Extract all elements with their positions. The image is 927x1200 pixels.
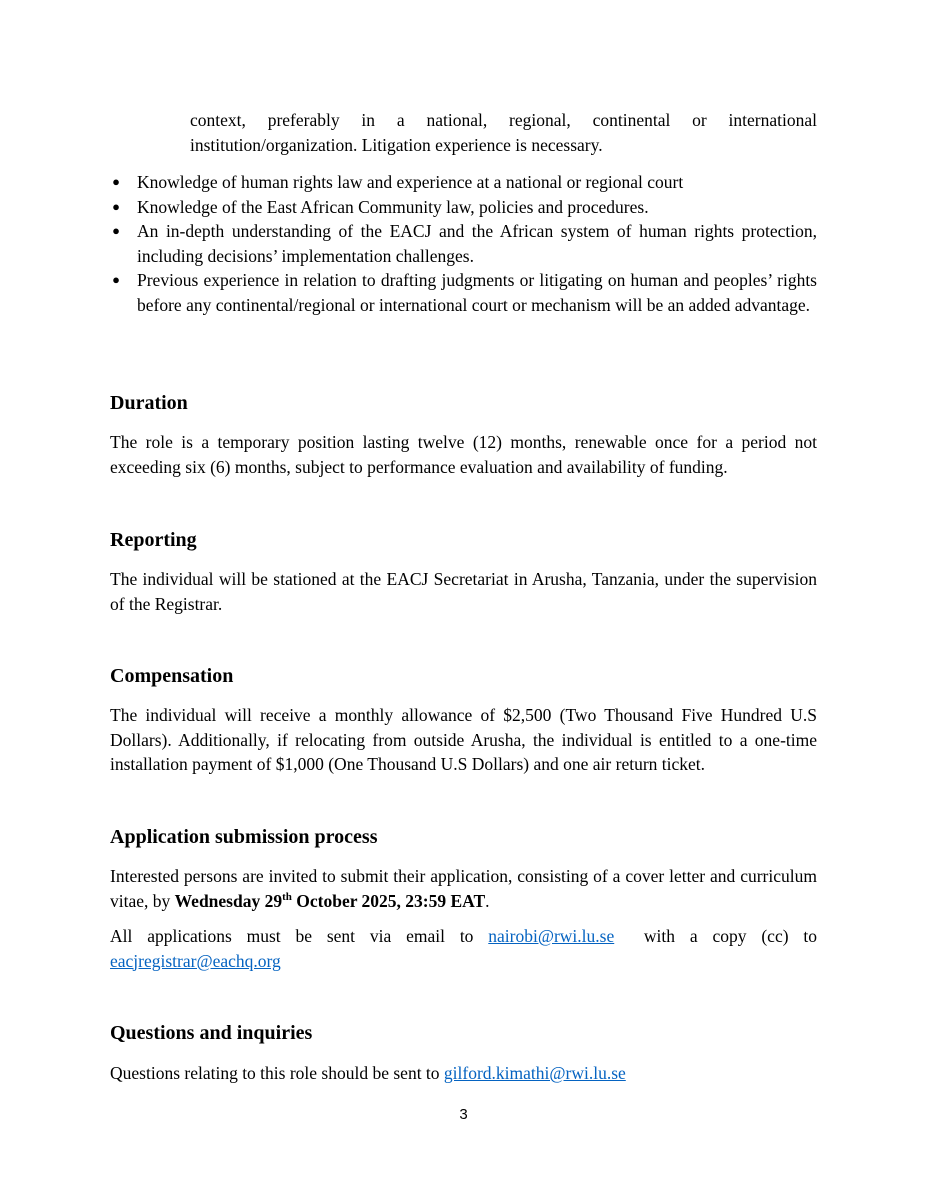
reporting-paragraph: The individual will be stationed at the EACJ Secretariat in Arusha, Tanzania, under the supervision of the Registrar. [110, 569, 817, 614]
bullet-icon: ● [112, 198, 120, 214]
inquiries-email-link[interactable]: gilford.kimathi@rwi.lu.se [443, 1063, 626, 1083]
application-paragraph: Interested persons are invited to submit their application, consisting of a cover letter and curriculum vitae, by Wednesday 29th October 2025, 23:59 EAT. [110, 866, 817, 911]
compensation-paragraph: The individual will receive a monthly allowance of $2,500 (Two Thousand Five Hundred U.S Dollars). Additionally, if relocating from outside Arusha, the individual is entitled to a one-time installation payment of $1,000 (One Thousand U.S Dollars) and one air return ticket. [110, 705, 817, 774]
requirements-list [110, 170, 817, 317]
compensation-heading: Compensation [110, 665, 234, 687]
application-email-paragraph: All applications must be sent via email to nairobi@rwi.lu.se with a copy (cc) to eacjregistrar@eachq.org [110, 926, 822, 971]
duration-heading: Duration [110, 392, 188, 414]
list-item: ● Knowledge of human rights law and experience at a national or regional court [110, 170, 817, 195]
list-item: ● Knowledge of the East African Community law, policies and procedures. [110, 195, 817, 220]
primary-email-link[interactable]: nairobi@rwi.lu.se [488, 926, 615, 946]
bullet-icon: ● [112, 223, 120, 238]
cc-email-link[interactable]: eacjregistrar@eachq.org [110, 950, 281, 971]
continuation-paragraph: context, preferably in a national, regional, continental or international institution/organization. Litigation experience is necessary. [190, 110, 817, 155]
application-heading: Application submission process [110, 826, 378, 848]
page-number: 3 [459, 1106, 468, 1123]
questions-heading: Questions and inquiries [110, 1022, 313, 1044]
deadline: Wednesday 29th October 2025, 23:59 EAT [174, 890, 486, 911]
duration-paragraph: The role is a temporary position lasting twelve (12) months, renewable once for a period not exceeding six (6) months, subject to performance evaluation and availability of funding. [110, 432, 817, 477]
bullet-icon: ● [112, 174, 120, 189]
list-item: ● An in-depth understanding of the EACJ and the African system of human rights protection, including decisions’ implementation challenges. [110, 219, 817, 268]
list-item: ● Previous experience in relation to drafting judgments or litigating on human and peoples’ rights before any continental/regional or international court or mechanism will be an added advantage. [110, 268, 817, 317]
questions-paragraph: Questions relating to this role should be sent to gilford.kimathi@rwi.lu.se [110, 1063, 626, 1083]
reporting-heading: Reporting [110, 529, 197, 551]
bullet-icon: ● [112, 272, 120, 287]
